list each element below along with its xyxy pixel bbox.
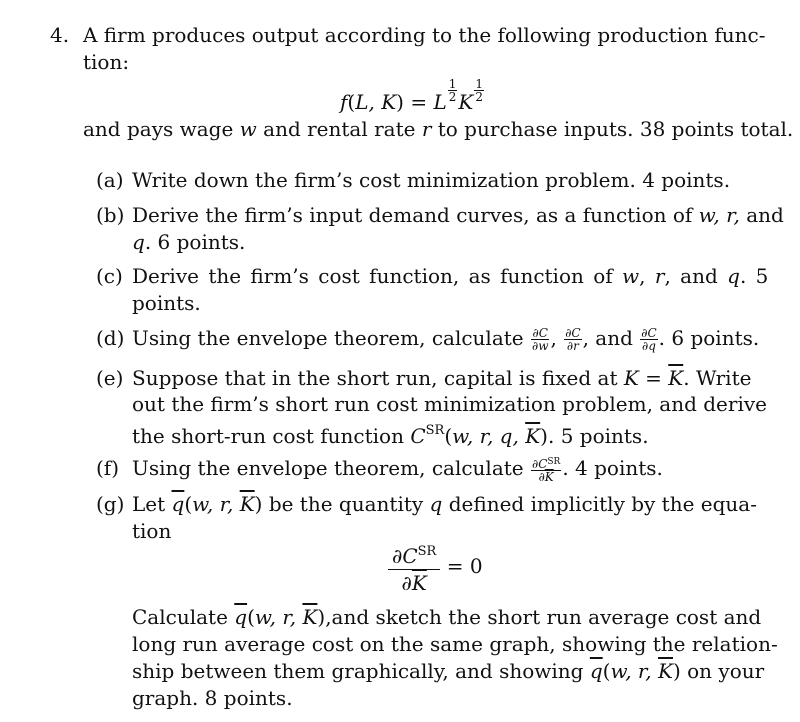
question-intro-line2: tion: <box>83 50 130 74</box>
part-e-line1: Suppose that in the short run, capital is fixed at $K = \overline{K}$. Write <box>132 366 752 390</box>
part-e-line3: the short-run cost function $C^{SR}(w$, r, q, $\overline{K}$). 5 points. <box>132 423 649 448</box>
part-a-label: (a) <box>96 168 124 192</box>
part-c-label: (c) <box>96 264 123 288</box>
part-a-text: Write down the firm’s cost minimization problem. 4 points. <box>132 168 731 192</box>
part-c-line1: Derive the firm’s cost function, as function of w, r, and q. 5 <box>132 264 769 288</box>
part-g-line5: ship between them graphically, and showing $\overline{q}(w$, r, $\overline{K}$) on your <box>132 659 765 683</box>
part-e-label: (e) <box>96 366 124 390</box>
part-b-line1: Derive the firm’s input demand curves, as a function of w, r, and <box>132 203 784 227</box>
part-e-line2: out the firm’s short run cost minimization problem, and derive <box>132 392 767 416</box>
part-f-text: Using the envelope theorem, calculate $\frac{\partial C^{SR}}{\partial\overline{K}}$ . 4 points. <box>132 456 663 484</box>
part-g-label: (g) <box>96 492 125 516</box>
part-g-line4: long run average cost on the same graph, showing the relation- <box>132 632 778 656</box>
production-function-equation: f(L, K) = L $\frac{1}{2}$ K $\frac{1}{2}$ <box>340 77 483 114</box>
part-g-line1: Let $\overline{q}(w$, r, $\overline{K}$) be the quantity q defined implicitly by the equa- <box>132 492 757 516</box>
g-equation: $\frac{\partial C^{SR}}{\partial\overline{K}}$ = 0 <box>388 539 483 596</box>
pays-wage-line: and pays wage w and rental rate r to purchase inputs. 38 points total. <box>83 117 794 141</box>
part-d-label: (d) <box>96 326 125 350</box>
part-f-label: (f) <box>96 456 120 480</box>
question-intro-line1: A firm produces output according to the following production func- <box>83 23 766 47</box>
part-g-line3: Calculate $\overline{q}(w$, r, $\overline{K}),and$ sketch the short run average cost and <box>132 605 762 629</box>
question-number: 4. <box>50 23 70 47</box>
part-b-label: (b) <box>96 203 125 227</box>
part-g-line2: tion <box>132 519 172 543</box>
part-g-line6: graph. 8 points. <box>132 686 293 710</box>
part-b-line2: q. 6 points. <box>132 230 246 254</box>
part-d-text: Using the envelope theorem, calculate $\frac{\partial C}{\partial w}$ , $\frac{\partial C}{\partial r}$ , and $\frac{\partial C}{\partial q}$ . 6 points. <box>132 326 760 353</box>
part-c-line2: points. <box>132 291 201 315</box>
